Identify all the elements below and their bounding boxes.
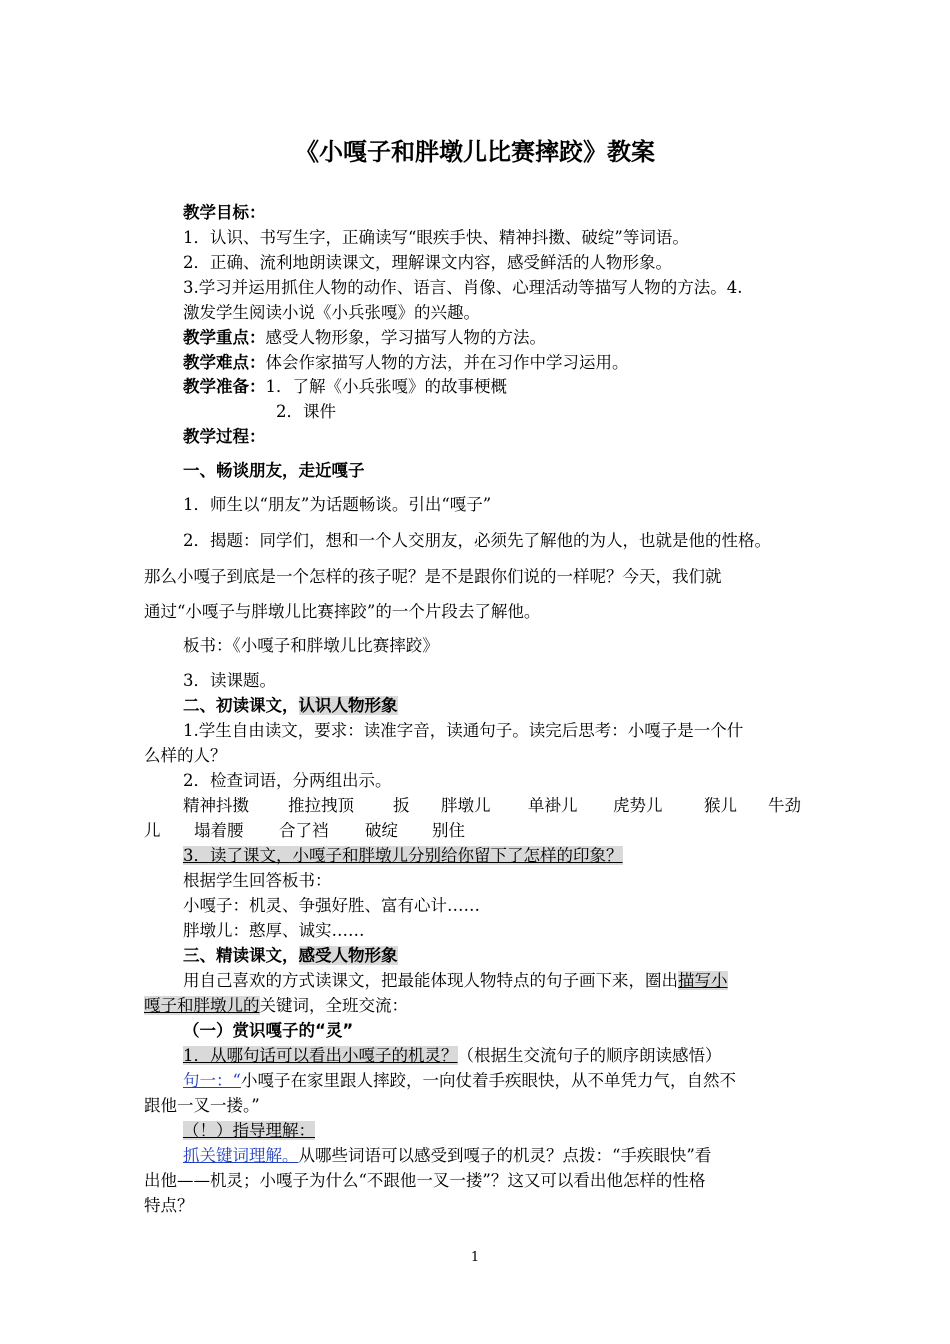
guide-highlight: （！）指导理解： <box>183 1121 315 1140</box>
goal-4: 激发学生阅读小说《小兵张嘎》的兴趣。 <box>183 303 480 322</box>
page-title: 《小嘎子和胖墩儿比赛摔跤》教案 <box>295 138 655 166</box>
board-writing: 板书：《小嘎子和胖墩儿比赛摔跤》 <box>183 636 439 655</box>
example-1-line-1 <box>183 1069 736 1093</box>
s2-para-6: 胖墩儿：憨厚、诚实…… <box>183 921 365 940</box>
word: 虎势儿 <box>613 796 663 815</box>
word: 破绽 <box>365 821 398 840</box>
key-text: 感受人物形象，学习描写人物的方法。 <box>265 328 546 347</box>
question-1 <box>183 1044 722 1068</box>
prep-1: 1．了解《小兵张嘎》的故事梗概 <box>265 377 507 396</box>
section-2-prefix: 二、初读课文， <box>183 696 299 715</box>
prep-label: 教学准备： <box>183 377 266 396</box>
s1-para-2-line-1: 2．揭题：同学们，想和一个人交朋友，必须先了解他的为人，也就是他的性格。 <box>183 531 771 550</box>
preparation <box>183 375 507 399</box>
section-3-prefix: 三、精读课文， <box>183 946 299 965</box>
key-point <box>183 326 546 350</box>
example-1-line-2: 跟他一叉一搂。” <box>144 1096 260 1115</box>
word-list-2 <box>0 819 950 843</box>
example-1-text: 小嘎子在家里跟人摔跤，一向仗着手疾眼快，从不单凭力气，自然不 <box>240 1071 736 1090</box>
goals-heading: 教学目标： <box>183 203 266 222</box>
key-label: 教学重点： <box>183 328 266 347</box>
s2-para-1-line-1: 1.学生自由读文，要求：读准字音，读通句子。读完后思考：小嘎子是一个什 <box>183 721 744 740</box>
s2-para-1-line-2: 么样的人？ <box>144 746 227 765</box>
section-3-heading <box>183 944 398 968</box>
word: 合了裆 <box>279 821 329 840</box>
word: 塌着腰 <box>194 821 244 840</box>
s1-para-2-line-2: 那么小嘎子到底是一个怎样的孩子呢？是不是跟你们说的一样呢？今天，我们就 <box>144 567 722 586</box>
s3-text-end: 关键词，全班交流： <box>259 996 408 1015</box>
guide-heading <box>183 1119 315 1143</box>
diff-label: 教学难点： <box>183 353 266 372</box>
example-1-label: 句一：“ <box>183 1071 241 1090</box>
section-1-heading: 一、畅谈朋友，走近嘎子 <box>183 461 365 480</box>
goal-1: 1．认识、书写生字，正确读写“眼疾手快、精神抖擞、破绽”等词语。 <box>183 228 689 247</box>
subsection-1-heading: （一）赏识嘎子的“灵” <box>183 1021 354 1040</box>
s3-underline-2: 嘎子和胖墩儿的 <box>144 996 260 1015</box>
s3-para-1-line-1 <box>183 969 728 993</box>
s2-para-3 <box>183 844 623 868</box>
process-heading: 教学过程： <box>183 427 266 446</box>
section-2-highlight: 认识人物形象 <box>298 696 398 715</box>
keyword-line-2: 出他——机灵；小嘎子为什么“不跟他一叉一搂”？这又可以看出他怎样的性格 <box>144 1171 706 1190</box>
s3-text: 用自己喜欢的方式读课文，把最能体现人物特点的句子画下来，圈出 <box>183 971 678 990</box>
word: 推拉拽顶 <box>288 796 354 815</box>
prep-2: 2．课件 <box>276 402 336 421</box>
word: 扳 <box>393 796 410 815</box>
s1-para-2-line-3: 通过“小嘎子与胖墩儿比赛摔跤”的一个片段去了解他。 <box>144 602 541 621</box>
goal-2: 2．正确、流利地朗读课文，理解课文内容，感受鲜活的人物形象。 <box>183 253 672 272</box>
word-list-1 <box>0 794 950 818</box>
s2-question-highlight: 3．读了课文，小嘎子和胖墩儿分别给你留下了怎样的印象？ <box>183 846 623 865</box>
keyword-line-3: 特点？ <box>144 1196 194 1215</box>
word: 儿 <box>144 821 161 840</box>
keyword-text: 从哪些词语可以感受到嘎子的机灵？点拨：“手疾眼快”看 <box>298 1146 712 1165</box>
question-1-highlight: 1．从哪句话可以看出小嘎子的机灵？ <box>183 1046 458 1065</box>
s2-para-4: 根据学生回答板书： <box>183 871 332 890</box>
word: 胖墩儿 <box>441 796 491 815</box>
word: 猴儿 <box>704 796 737 815</box>
page-number: 1 <box>470 1250 480 1265</box>
s3-underline-1: 描写小 <box>678 971 728 990</box>
word: 别住 <box>432 821 465 840</box>
difficult-point <box>183 351 629 375</box>
s2-para-5: 小嘎子：机灵、争强好胜、富有心计…… <box>183 896 480 915</box>
diff-text: 体会作家描写人物的方法，并在习作中学习运用。 <box>265 353 629 372</box>
question-1-note: （根据生交流句子的顺序朗读感悟） <box>457 1046 722 1065</box>
section-2-heading <box>183 694 398 718</box>
keyword-label: 抓关键词理解。 <box>183 1146 299 1165</box>
s3-para-1-line-2 <box>144 994 408 1018</box>
goal-3: 3.学习并运用抓住人物的动作、语言、肖像、心理活动等描写人物的方法。4. <box>183 278 743 297</box>
word: 精神抖擞 <box>183 796 249 815</box>
section-3-highlight: 感受人物形象 <box>298 946 398 965</box>
word: 单褂儿 <box>528 796 578 815</box>
keyword-line-1 <box>183 1144 711 1168</box>
s1-para-3: 3．读课题。 <box>183 671 276 690</box>
word: 牛劲 <box>768 796 801 815</box>
s2-para-2: 2．检查词语，分两组出示。 <box>183 771 392 790</box>
s1-para-1: 1．师生以“朋友”为话题畅谈。引出“嘎子” <box>183 495 492 514</box>
